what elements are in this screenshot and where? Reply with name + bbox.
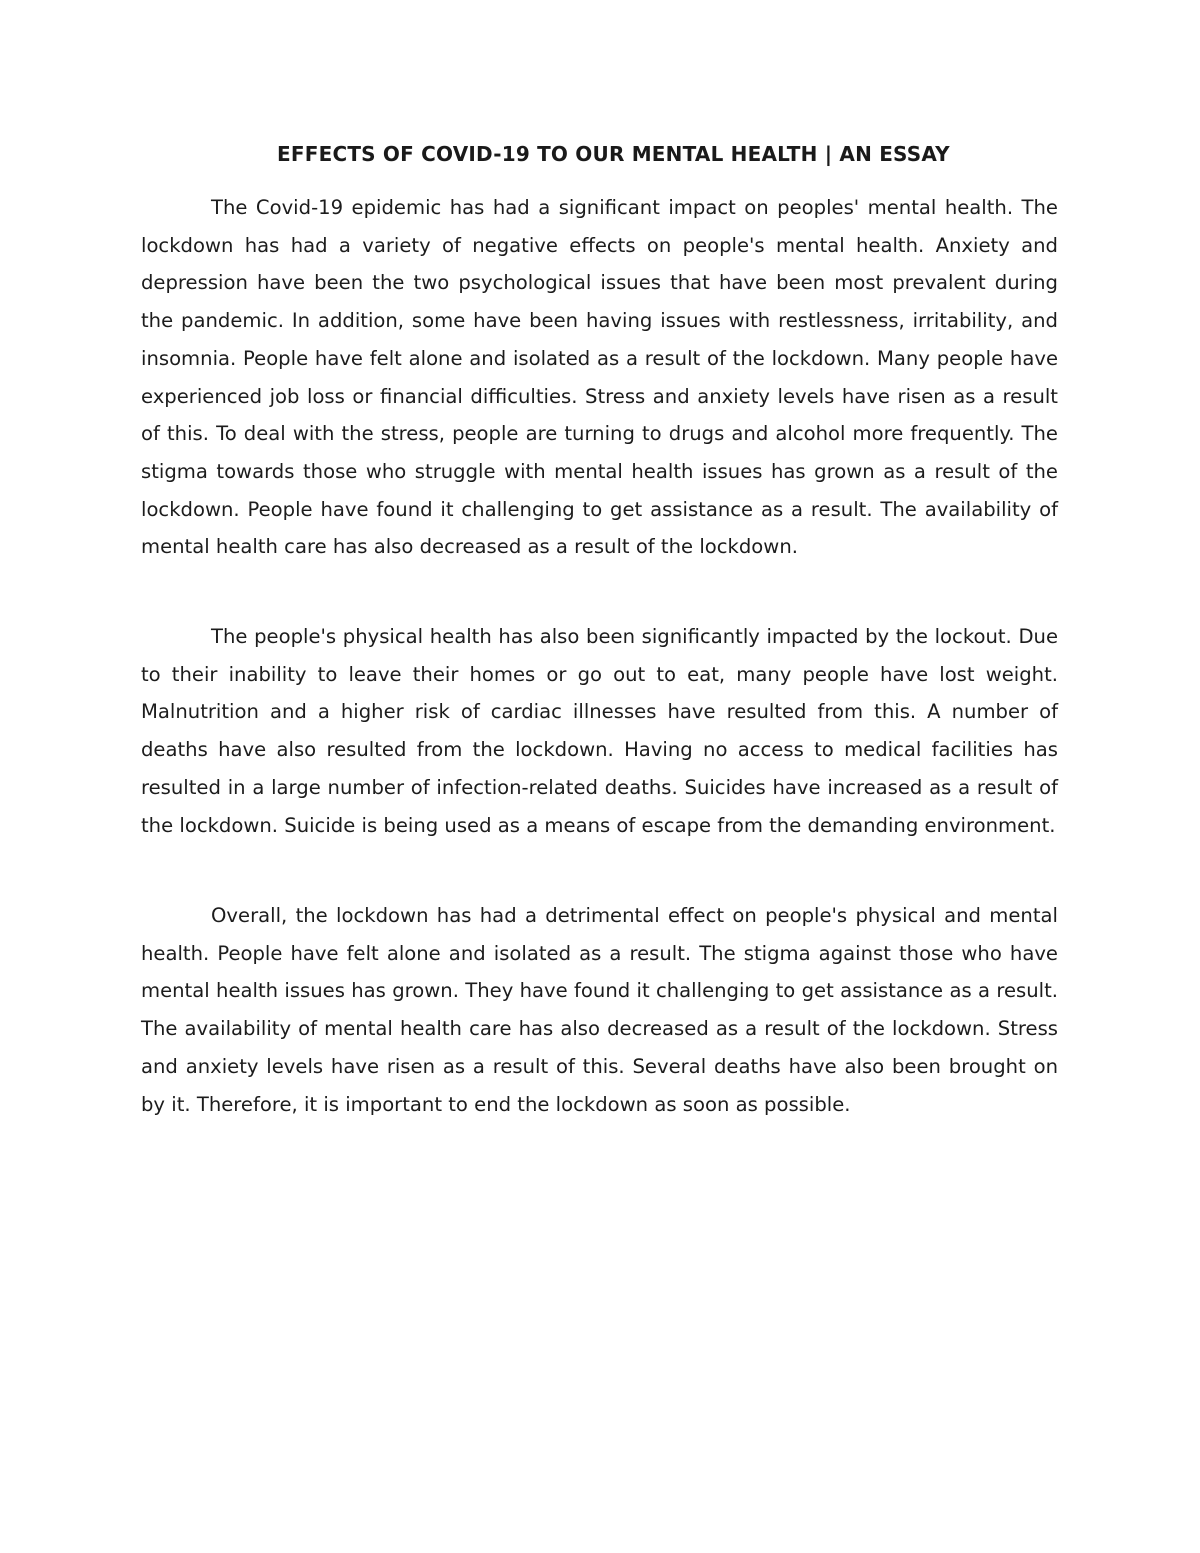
- essay-paragraph-1: The Covid-19 epidemic has had a significant impact on peoples' mental health. The lockdown has had a variety of negative effects on people's mental health. Anxiety and depression have been the two psychological issues that have been most prevalent during the pandemic. In addition, some have been having issues with restlessness, irritability, and insomnia. People have felt alone and isolated as a result of the lockdown. Many people have experienced job loss or financial difficulties. Stress and anxiety levels have risen as a result of this. To deal with the stress, people are turning to drugs and alcohol more frequently. The stigma towards those who struggle with mental health issues has grown as a result of the lockdown. People have found it challenging to get assistance as a result. The availability of mental health care has also decreased as a result of the lockdown.: [141, 196, 1058, 559]
- essay-paragraph-2: The people's physical health has also been significantly impacted by the lockout. Due to their inability to leave their homes or go out to eat, many people have lost weight. Malnutrition and a higher risk of cardiac illnesses have resulted from this. A number of deaths have also resulted from the lockdown. Having no access to medical facilities has resulted in a large number of infection-related deaths. Suicides have increased as a result of the lockdown. Suicide is being used as a means of escape from the demanding environment.: [141, 625, 1058, 837]
- essay-paragraph-3: Overall, the lockdown has had a detrimental effect on people's physical and mental health. People have felt alone and isolated as a result. The stigma against those who have mental health issues has grown. They have found it challenging to get assistance as a result. The availability of mental health care has also decreased as a result of the lockdown. Stress and anxiety levels have risen as a result of this. Several deaths have also been brought on by it. Therefore, it is important to end the lockdown as soon as possible.: [141, 904, 1058, 1116]
- essay-title: EFFECTS OF COVID-19 TO OUR MENTAL HEALTH | AN ESSAY: [277, 142, 950, 166]
